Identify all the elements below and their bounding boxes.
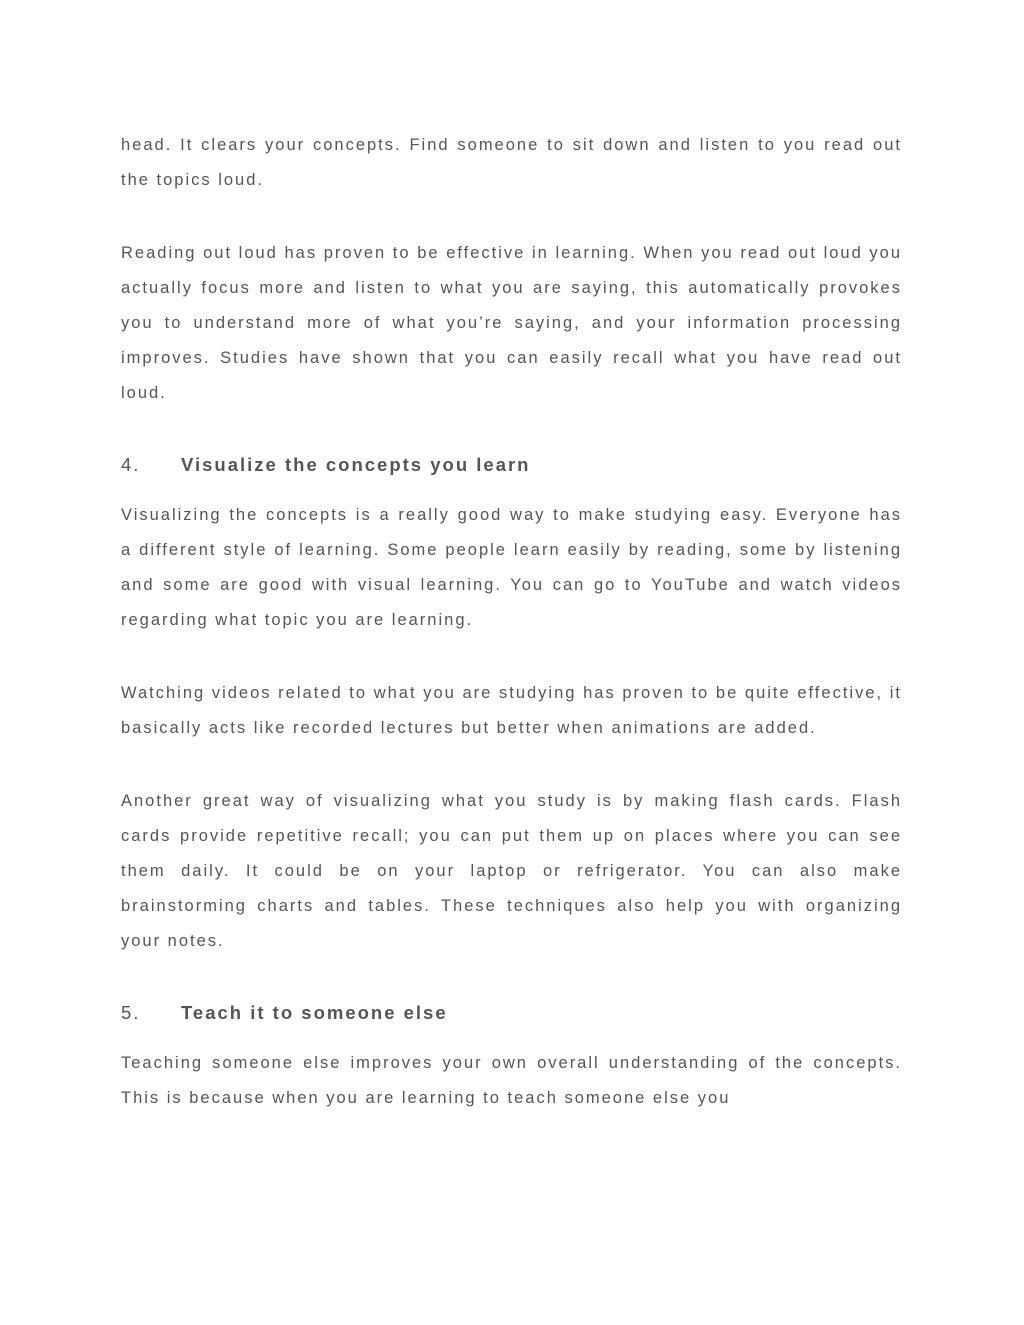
section-title: Teach it to someone else <box>181 1002 448 1023</box>
document-body <box>121 128 902 1116</box>
section-heading <box>121 995 902 1030</box>
paragraph: Visualizing the concepts is a really good way to make studying easy. Everyone has a different style of learning. Some people learn easily by reading, some by listening and some are good with visual learning. You can go to YouTube and watch videos regarding what topic you are learning. <box>121 506 902 629</box>
paragraph: Another great way of visualizing what you study is by making flash cards. Flash cards provide repetitive recall; you can put them up on places where you can see them daily. It could be on your laptop or refrigerator. You can also make brainstorming charts and tables. These techniques also help you with organizing your notes. <box>121 792 902 950</box>
paragraph: Reading out loud has proven to be effective in learning. When you read out loud you actually focus more and listen to what you are saying, this automatically provokes you to understand more of what you’re saying, and your information processing improves. Studies have shown that you can easily recall what you have read out loud. <box>121 244 902 402</box>
section-heading <box>121 447 902 482</box>
section-number: 5. <box>121 1002 141 1023</box>
section-number: 4. <box>121 454 141 475</box>
paragraph: head. It clears your concepts. Find someone to sit down and listen to you read out the topics loud. <box>121 136 902 189</box>
paragraph: Teaching someone else improves your own overall understanding of the concepts. This is because when you are learning to teach someone else you <box>121 1054 902 1107</box>
paragraph: Watching videos related to what you are studying has proven to be quite effective, it basically acts like recorded lectures but better when animations are added. <box>121 684 902 737</box>
section-title: Visualize the concepts you learn <box>181 454 531 475</box>
